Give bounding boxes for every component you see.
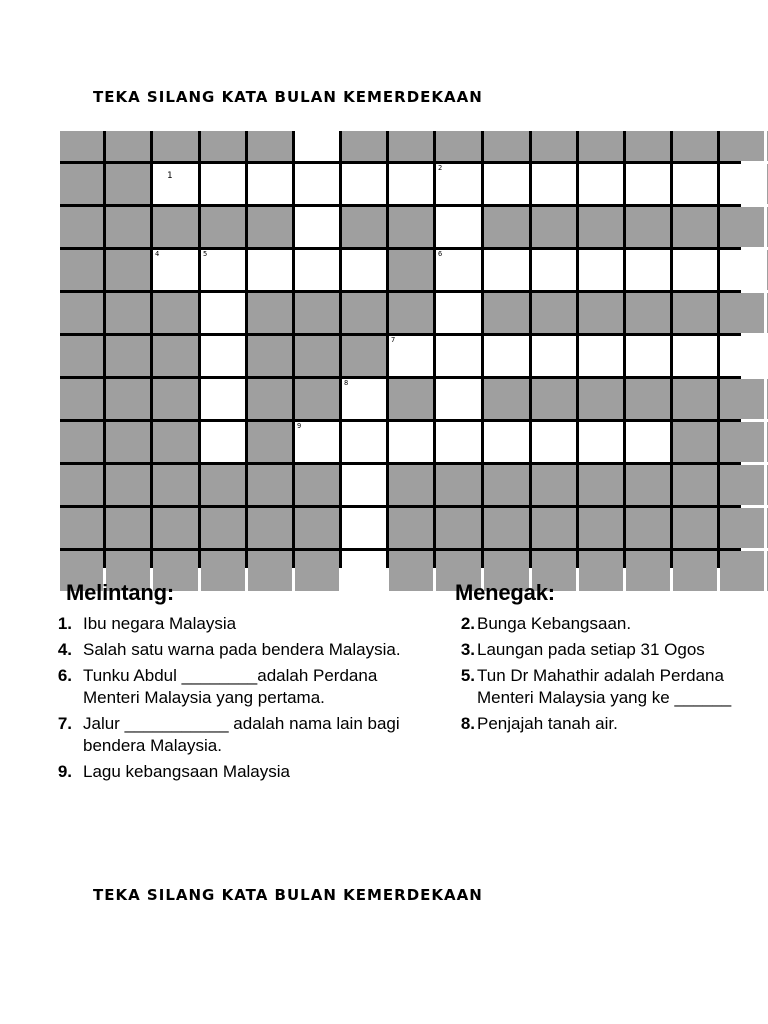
blocked-cell — [579, 379, 623, 419]
blocked-cell — [60, 131, 103, 161]
clue-text-continued: Menteri Malaysia yang pertama. — [83, 688, 325, 707]
answer-cell[interactable] — [389, 164, 433, 204]
across-clue — [57, 665, 430, 709]
answer-cell[interactable] — [342, 422, 386, 462]
blocked-cell — [153, 508, 198, 548]
clue-number: 8 — [344, 379, 349, 387]
blocked-cell — [106, 207, 150, 247]
answer-cell[interactable] — [201, 250, 245, 290]
blocked-cell — [673, 422, 717, 462]
answer-cell[interactable] — [720, 250, 764, 290]
blocked-cell — [248, 379, 292, 419]
answer-cell[interactable] — [436, 422, 481, 462]
blocked-cell — [60, 379, 103, 419]
answer-cell[interactable] — [532, 250, 576, 290]
blocked-cell — [532, 465, 576, 505]
answer-cell[interactable] — [579, 164, 623, 204]
blocked-cell — [248, 293, 292, 333]
blocked-cell — [389, 293, 433, 333]
blocked-cell — [342, 207, 386, 247]
clue-number: 6. — [57, 666, 72, 685]
blocked-cell — [153, 207, 198, 247]
blocked-cell — [720, 465, 764, 505]
blocked-cell — [484, 379, 529, 419]
answer-cell[interactable] — [484, 250, 529, 290]
answer-cell[interactable] — [201, 164, 245, 204]
blocked-cell — [532, 207, 576, 247]
answer-cell[interactable] — [626, 422, 670, 462]
blocked-cell — [295, 508, 339, 548]
answer-cell[interactable] — [436, 250, 481, 290]
blocked-cell — [532, 379, 576, 419]
blocked-cell — [60, 336, 103, 376]
answer-cell[interactable] — [295, 131, 339, 161]
answer-cell[interactable] — [389, 336, 433, 376]
blocked-cell — [484, 207, 529, 247]
blocked-cell — [436, 465, 481, 505]
blocked-cell — [295, 336, 339, 376]
blocked-cell — [295, 465, 339, 505]
blocked-cell — [579, 465, 623, 505]
blocked-cell — [248, 336, 292, 376]
blocked-cell — [626, 207, 670, 247]
down-clue — [455, 639, 765, 661]
blocked-cell — [106, 336, 150, 376]
blocked-cell — [153, 336, 198, 376]
clue-text: Ibu negara Malaysia — [83, 614, 237, 633]
blocked-cell — [673, 131, 717, 161]
clue-number: 4. — [57, 640, 72, 659]
clue-text-continued: Menteri Malaysia yang ke ______ — [477, 688, 732, 707]
blocked-cell — [60, 164, 103, 204]
across-clue — [57, 613, 430, 635]
clue-number: 7. — [57, 714, 72, 733]
blocked-cell — [342, 336, 386, 376]
blocked-cell — [153, 422, 198, 462]
clue-number: 9. — [57, 762, 72, 781]
answer-cell[interactable] — [579, 422, 623, 462]
blocked-cell — [153, 465, 198, 505]
answer-cell[interactable] — [295, 422, 339, 462]
answer-cell[interactable] — [342, 250, 386, 290]
blocked-cell — [106, 465, 150, 505]
blocked-cell — [720, 131, 764, 161]
answer-cell[interactable] — [626, 164, 670, 204]
blocked-cell — [106, 250, 150, 290]
clue-number: 6 — [438, 250, 443, 258]
clue-number: 8. — [460, 714, 475, 733]
down-clue — [455, 713, 765, 735]
answer-cell[interactable] — [579, 336, 623, 376]
down-clues — [455, 580, 765, 739]
blocked-cell — [532, 131, 576, 161]
blocked-cell — [720, 379, 764, 419]
blocked-cell — [295, 293, 339, 333]
blocked-cell — [532, 293, 576, 333]
blocked-cell — [579, 508, 623, 548]
blocked-cell — [626, 465, 670, 505]
clue-number: 3. — [460, 640, 475, 659]
clue-number: 1 — [167, 171, 173, 181]
answer-cell[interactable] — [673, 164, 717, 204]
down-clue — [455, 613, 765, 635]
blocked-cell — [436, 131, 481, 161]
answer-cell[interactable] — [295, 250, 339, 290]
blocked-cell — [720, 422, 764, 462]
blocked-cell — [248, 465, 292, 505]
blocked-cell — [295, 379, 339, 419]
blocked-cell — [201, 131, 245, 161]
answer-cell[interactable] — [532, 164, 576, 204]
page-title: TEKA SILANG KATA BULAN KEMERDEKAAN — [93, 88, 483, 106]
answer-cell[interactable] — [342, 508, 386, 548]
answer-cell[interactable] — [484, 164, 529, 204]
clue-text: Lagu kebangsaan Malaysia — [83, 762, 290, 781]
blocked-cell — [153, 131, 198, 161]
blocked-cell — [532, 508, 576, 548]
down-heading: Menegak: — [455, 580, 555, 605]
answer-cell[interactable] — [484, 422, 529, 462]
answer-cell[interactable] — [579, 250, 623, 290]
answer-cell[interactable] — [720, 164, 764, 204]
answer-cell[interactable] — [201, 336, 245, 376]
clue-text: Salah satu warna pada bendera Malaysia. — [83, 640, 401, 659]
answer-cell[interactable] — [295, 164, 339, 204]
blocked-cell — [579, 293, 623, 333]
clue-text-continued: bendera Malaysia. — [83, 736, 222, 755]
blocked-cell — [484, 131, 529, 161]
answer-cell[interactable] — [295, 207, 339, 247]
blocked-cell — [106, 293, 150, 333]
blocked-cell — [484, 508, 529, 548]
answer-cell[interactable] — [436, 207, 481, 247]
answer-cell[interactable] — [342, 164, 386, 204]
down-clue — [455, 665, 765, 709]
clue-number: 4 — [155, 250, 160, 258]
clue-number: 5 — [203, 250, 208, 258]
answer-cell[interactable] — [248, 250, 292, 290]
blocked-cell — [720, 508, 764, 548]
blocked-cell — [153, 293, 198, 333]
blocked-cell — [201, 207, 245, 247]
blocked-cell — [389, 207, 433, 247]
blocked-cell — [673, 207, 717, 247]
clue-text: Jalur ___________ adalah nama lain bagi — [83, 714, 400, 733]
blocked-cell — [673, 465, 717, 505]
across-clue — [57, 639, 430, 661]
blocked-cell — [106, 131, 150, 161]
answer-cell[interactable] — [342, 379, 386, 419]
blocked-cell — [60, 465, 103, 505]
blocked-cell — [248, 207, 292, 247]
answer-cell[interactable] — [201, 379, 245, 419]
clue-number: 5. — [460, 666, 475, 685]
blocked-cell — [201, 465, 245, 505]
answer-cell[interactable] — [673, 336, 717, 376]
blocked-cell — [201, 508, 245, 548]
answer-cell[interactable] — [436, 293, 481, 333]
blocked-cell — [106, 508, 150, 548]
blocked-cell — [60, 293, 103, 333]
clue-text: Bunga Kebangsaan. — [477, 614, 632, 633]
blocked-cell — [153, 379, 198, 419]
page-title-repeat: TEKA SILANG KATA BULAN KEMERDEKAAN — [93, 886, 483, 904]
blocked-cell — [626, 131, 670, 161]
blocked-cell — [60, 422, 103, 462]
clue-text: Tunku Abdul ________adalah Perdana — [83, 666, 378, 685]
blocked-cell — [248, 131, 292, 161]
answer-cell[interactable] — [342, 465, 386, 505]
blocked-cell — [389, 131, 433, 161]
blocked-cell — [389, 250, 433, 290]
blocked-cell — [389, 379, 433, 419]
answer-cell[interactable] — [201, 293, 245, 333]
blocked-cell — [626, 379, 670, 419]
answer-cell[interactable] — [720, 336, 764, 376]
answer-cell[interactable] — [436, 164, 481, 204]
across-clues — [57, 580, 430, 787]
answer-cell[interactable] — [248, 164, 292, 204]
blocked-cell — [60, 207, 103, 247]
clue-number: 2 — [438, 164, 443, 172]
blocked-cell — [60, 508, 103, 548]
across-heading: Melintang: — [66, 580, 174, 605]
blocked-cell — [106, 164, 150, 204]
answer-cell[interactable] — [626, 336, 670, 376]
blocked-cell — [720, 207, 764, 247]
blocked-cell — [673, 293, 717, 333]
blocked-cell — [389, 508, 433, 548]
answer-cell[interactable] — [201, 422, 245, 462]
answer-cell[interactable] — [436, 379, 481, 419]
answer-cell[interactable] — [532, 336, 576, 376]
blocked-cell — [673, 508, 717, 548]
clue-number: 7 — [391, 336, 396, 344]
answer-cell[interactable] — [626, 250, 670, 290]
answer-cell[interactable] — [389, 422, 433, 462]
across-clue — [57, 761, 430, 783]
across-clue — [57, 713, 430, 757]
clue-text: Tun Dr Mahathir adalah Perdana — [477, 666, 724, 685]
blocked-cell — [342, 293, 386, 333]
clue-number: 9 — [297, 422, 302, 430]
blocked-cell — [626, 293, 670, 333]
clue-text: Penjajah tanah air. — [477, 714, 618, 733]
answer-cell[interactable] — [153, 164, 198, 204]
blocked-cell — [484, 293, 529, 333]
answer-cell[interactable] — [532, 422, 576, 462]
blocked-cell — [106, 379, 150, 419]
blocked-cell — [60, 250, 103, 290]
blocked-cell — [389, 465, 433, 505]
blocked-cell — [106, 422, 150, 462]
blocked-cell — [342, 131, 386, 161]
answer-cell[interactable] — [484, 336, 529, 376]
blocked-cell — [436, 508, 481, 548]
blocked-cell — [720, 293, 764, 333]
crossword-grid — [60, 131, 741, 568]
blocked-cell — [248, 508, 292, 548]
clue-number: 1. — [57, 614, 72, 633]
blocked-cell — [626, 508, 670, 548]
clue-number: 2. — [460, 614, 475, 633]
blocked-cell — [579, 207, 623, 247]
blocked-cell — [673, 379, 717, 419]
answer-cell[interactable] — [673, 250, 717, 290]
answer-cell[interactable] — [153, 250, 198, 290]
answer-cell[interactable] — [436, 336, 481, 376]
blocked-cell — [484, 465, 529, 505]
blocked-cell — [579, 131, 623, 161]
blocked-cell — [248, 422, 292, 462]
clue-text: Laungan pada setiap 31 Ogos — [477, 640, 705, 659]
